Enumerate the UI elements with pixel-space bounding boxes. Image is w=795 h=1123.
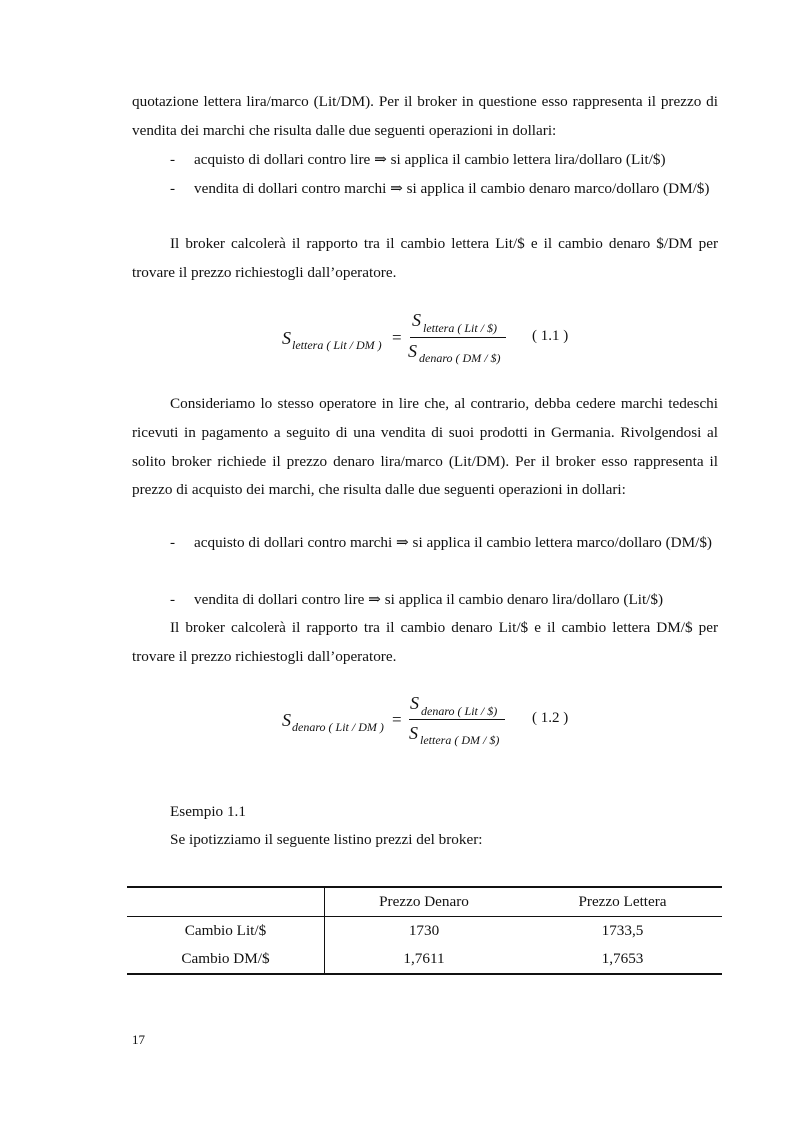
paragraph-second-case: Consideriamo lo stesso operatore in lire che, al contrario, debba cedere marchi tedeschi ricevuti in pagamento a seguito di una vendita di suoi prodotti in Germania. Rivolgendosi al solito broker richiede il prezzo denaro lira/marco (Lit/DM). Per il broker esso rappresenta il prezzo di acquisto dei marchi, che risulta dalle due seguenti operazioni in dollari: <box>132 395 718 499</box>
bullet-item <box>132 529 718 558</box>
bullet-item <box>132 586 718 615</box>
equation-number: ( 1.2 ) <box>532 710 569 726</box>
table-cell: 1,7653 <box>601 950 644 967</box>
bullet-dash: - <box>170 534 176 551</box>
equation-number: ( 1.1 ) <box>532 328 569 344</box>
bullet-dash: - <box>170 180 176 197</box>
bullet-text: acquisto di dollari contro marchi ⇒ si applica il cambio lettera marco/dollaro (DM/$) <box>194 534 712 551</box>
example-intro: Se ipotizziamo il seguente listino prezzi del broker: <box>170 831 483 848</box>
fraction-line <box>409 719 505 720</box>
formula-lhs-subscript: denaro ( Lit / DM ) <box>292 720 384 734</box>
formula-numerator-symbol: S <box>410 693 419 713</box>
bullet-item <box>132 175 718 204</box>
formula-1-1 <box>282 310 582 370</box>
table-header-row <box>127 887 722 917</box>
paragraph-broker-lettera: Il broker calcolerà il rapporto tra il cambio lettera Lit/$ e il cambio denaro $/DM per trovare il prezzo richiestogli dall’operatore. <box>132 235 718 281</box>
bullet-text: vendita di dollari contro lire ⇒ si applica il cambio denaro lira/dollaro (Lit/$) <box>194 591 664 608</box>
formula-denominator-symbol: S <box>409 723 418 743</box>
formula-equals: = <box>392 328 402 347</box>
formula-denominator-subscript: lettera ( DM / $) <box>420 733 500 747</box>
formula-denominator-symbol: S <box>408 341 417 361</box>
example-title: Esempio 1.1 <box>170 803 246 820</box>
table-cell: Cambio DM/$ <box>127 945 325 974</box>
formula-numerator-subscript: denaro ( Lit / $) <box>421 704 498 718</box>
bullet-dash: - <box>170 591 176 608</box>
table-row <box>127 945 722 974</box>
table-header-cell: Prezzo Denaro <box>379 893 469 910</box>
formula-numerator-symbol: S <box>412 310 421 330</box>
table-cell: 1733,5 <box>601 922 644 939</box>
formula-equals: = <box>392 710 402 729</box>
price-table <box>127 886 722 975</box>
fraction-line <box>410 337 506 338</box>
table-cell: 1730 <box>408 922 440 939</box>
table-cell: Cambio Lit/$ <box>127 917 325 946</box>
formula-numerator-subscript: lettera ( Lit / $) <box>423 321 497 335</box>
page-number: 17 <box>132 1032 145 1047</box>
bullet-text: acquisto di dollari contro lire ⇒ si applica il cambio lettera lira/dollaro (Lit/$) <box>194 151 666 168</box>
bullet-text: vendita di dollari contro marchi ⇒ si applica il cambio denaro marco/dollaro (DM/$) <box>194 180 710 197</box>
table-header-cell <box>127 887 325 917</box>
paragraph-broker-denaro: Il broker calcolerà il rapporto tra il cambio denaro Lit/$ e il cambio lettera DM/$ per trovare il prezzo richiestogli dall’operatore. <box>132 619 718 665</box>
formula-lhs-subscript: lettera ( Lit / DM ) <box>292 338 382 352</box>
formula-lhs-symbol: S <box>282 710 291 730</box>
bullet-item <box>132 146 718 175</box>
formula-1-2 <box>282 693 582 753</box>
bullet-dash: - <box>170 151 176 168</box>
table-header-cell: Prezzo Lettera <box>578 893 667 910</box>
table-row <box>127 917 722 946</box>
table-cell: 1,7611 <box>403 950 445 967</box>
formula-lhs-symbol: S <box>282 328 291 348</box>
paragraph-intro: quotazione lettera lira/marco (Lit/DM). Per il broker in questione esso rappresenta il prezzo di vendita dei marchi che risulta dalle due seguenti operazioni in dollari: <box>132 93 718 139</box>
formula-denominator-subscript: denaro ( DM / $) <box>419 351 501 365</box>
